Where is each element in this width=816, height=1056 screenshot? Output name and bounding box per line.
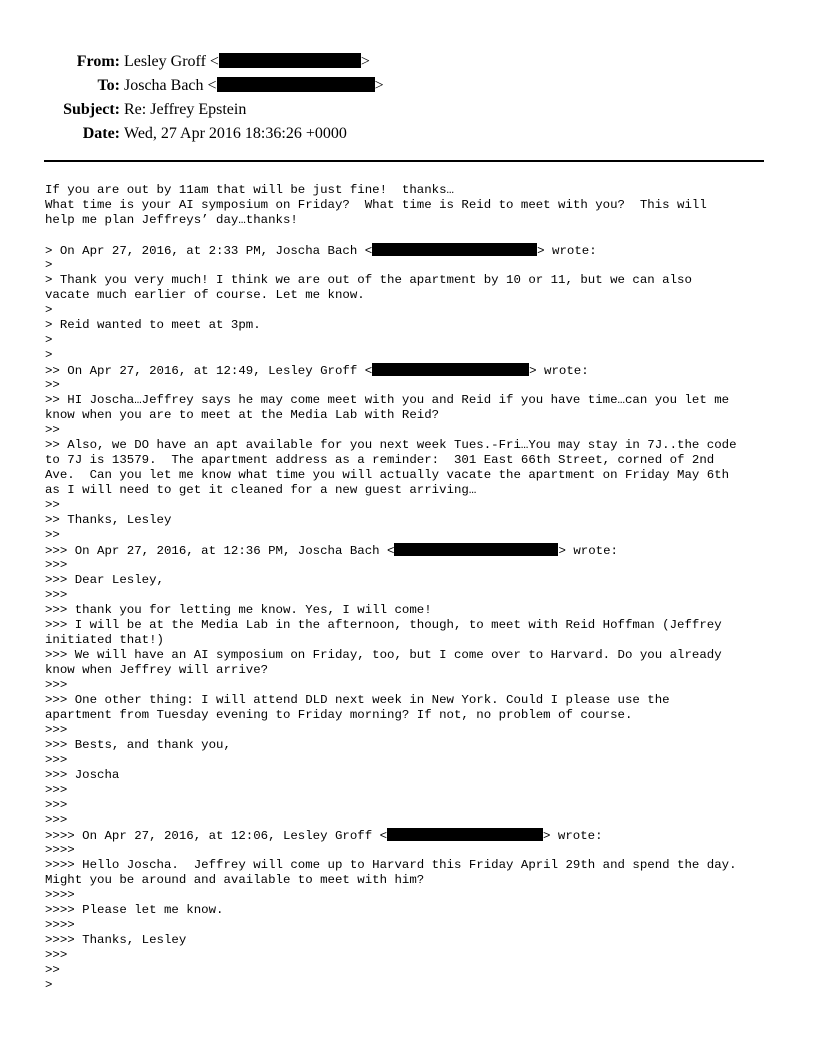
body-line: >>>>: [45, 888, 75, 902]
body-line: >>>: [45, 798, 68, 812]
body-line: >: [45, 348, 53, 362]
body-line: >>>: [45, 948, 68, 962]
subject-value: Re: Jeffrey Epstein: [124, 101, 247, 118]
quote-header-line: [45, 828, 785, 843]
body-line: >>>> Please let me know.: [45, 903, 224, 917]
body-line: If you are out by 11am that will be just fine! thanks…: [45, 183, 454, 197]
from-close: >: [360, 53, 370, 70]
body-line: >>: [45, 528, 60, 542]
body-line: >>>>: [45, 843, 75, 857]
body-line: know when you are to meet at the Media Lab with Reid?: [45, 408, 440, 422]
to-label: To:: [97, 77, 120, 94]
body-line: >>>> Hello Joscha. Jeffrey will come up to Harvard this Friday April 29th and spend the day.: [45, 858, 737, 872]
body-line: >>> Bests, and thank you,: [45, 738, 231, 752]
body-line: >> Thanks, Lesley: [45, 513, 172, 527]
body-line: >>> thank you for letting me know. Yes, I will come!: [45, 603, 432, 617]
quote-header-text: >>> On Apr 27, 2016, at 12:36 PM, Joscha Bach <: [45, 544, 395, 558]
body-line: >: [45, 258, 53, 272]
body-line: >> Also, we DO have an apt available for you next week Tues.-Fri…You may stay in 7J..the code: [45, 438, 737, 452]
redaction-block: [394, 543, 558, 556]
body-line: >>>: [45, 723, 68, 737]
to-row: [0, 74, 816, 98]
body-line: >>>> Thanks, Lesley: [45, 933, 187, 947]
date-value: Wed, 27 Apr 2016 18:36:26 +0000: [124, 125, 347, 142]
from-value: [124, 50, 370, 74]
body-line: >>> One other thing: I will attend DLD next week in New York. Could I please use the: [45, 693, 670, 707]
quote-header-tail: > wrote:: [543, 829, 603, 843]
redaction-block: [372, 363, 529, 376]
body-line: >>> We will have an AI symposium on Friday, too, but I come over to Harvard. Do you already: [45, 648, 722, 662]
redaction-block: [219, 53, 361, 68]
date-row: [0, 122, 816, 146]
body-line: >>>: [45, 783, 68, 797]
body-line: >>: [45, 963, 60, 977]
body-line: >>>: [45, 678, 68, 692]
body-line: >> HI Joscha…Jeffrey says he may come meet with you and Reid if you have time…can you let me: [45, 393, 730, 407]
email-header: [0, 50, 816, 146]
body-line: initiated that!): [45, 633, 164, 647]
body-line: >: [45, 303, 53, 317]
header-divider: [44, 160, 764, 162]
body-line: >>: [45, 378, 60, 392]
subject-row: [0, 98, 816, 122]
body-line: as I will need to get it cleaned for a new guest arriving…: [45, 483, 477, 497]
quote-header-line: [45, 243, 785, 258]
body-line: [45, 228, 785, 243]
body-line: >>>: [45, 588, 68, 602]
body-line: >>>: [45, 558, 68, 572]
body-line: >>>>: [45, 918, 75, 932]
to-close: >: [374, 77, 384, 94]
body-line: What time is your AI symposium on Friday? What time is Reid to meet with you? This will: [45, 198, 707, 212]
body-line: help me plan Jeffreys’ day…thanks!: [45, 213, 298, 227]
body-line: >>> I will be at the Media Lab in the afternoon, though, to meet with Reid Hoffman (Jeffrey: [45, 618, 722, 632]
body-line: Ave. Can you let me know what time you will actually vacate the apartment on Friday May 6th: [45, 468, 730, 482]
quote-header-text: >>>> On Apr 27, 2016, at 12:06, Lesley Groff <: [45, 829, 388, 843]
body-line: >>> Dear Lesley,: [45, 573, 164, 587]
quote-header-text: > On Apr 27, 2016, at 2:33 PM, Joscha Bach <: [45, 244, 373, 258]
redaction-block: [387, 828, 543, 841]
email-body: [45, 183, 785, 993]
to-value: [124, 74, 384, 98]
body-line: Might you be around and available to meet with him?: [45, 873, 425, 887]
subject-label: Subject:: [63, 101, 120, 118]
body-line: to 7J is 13579. The apartment address as a reminder: 301 East 66th Street, corned of 2nd: [45, 453, 715, 467]
body-line: apartment from Tuesday evening to Friday morning? If not, no problem of course.: [45, 708, 633, 722]
from-label: From:: [76, 53, 120, 70]
body-line: know when Jeffrey will arrive?: [45, 663, 269, 677]
quote-header-tail: > wrote:: [529, 364, 589, 378]
quote-header-line: [45, 543, 785, 558]
from-name: Lesley Groff <: [124, 53, 219, 70]
body-line: >>> Joscha: [45, 768, 120, 782]
from-row: [0, 50, 816, 74]
quote-header-line: [45, 363, 785, 378]
body-line: >>>: [45, 813, 68, 827]
body-line: >: [45, 333, 53, 347]
body-line: > Reid wanted to meet at 3pm.: [45, 318, 261, 332]
redaction-block: [372, 243, 537, 256]
redaction-block: [217, 77, 375, 92]
quote-header-text: >> On Apr 27, 2016, at 12:49, Lesley Groff <: [45, 364, 373, 378]
body-line: >>: [45, 423, 60, 437]
date-label: Date:: [82, 125, 120, 142]
body-line: >>: [45, 498, 60, 512]
body-line: > Thank you very much! I think we are out of the apartment by 10 or 11, but we can also: [45, 273, 692, 287]
body-line: vacate much earlier of course. Let me know.: [45, 288, 365, 302]
quote-header-tail: > wrote:: [558, 544, 618, 558]
to-name: Joscha Bach <: [124, 77, 217, 94]
quote-header-tail: > wrote:: [537, 244, 597, 258]
body-line: >>>: [45, 753, 68, 767]
body-line: >: [45, 978, 53, 992]
